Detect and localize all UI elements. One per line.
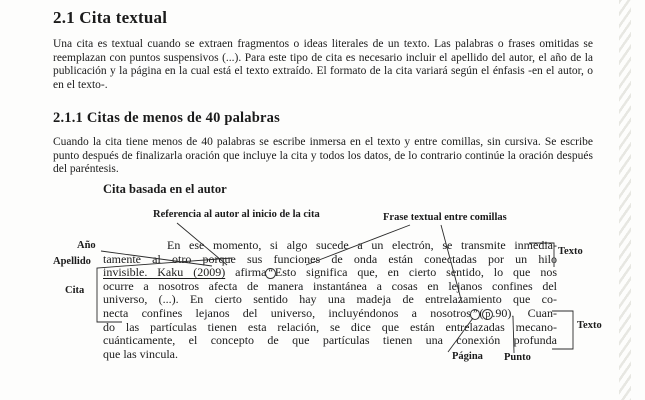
quote-line-7 — [103, 321, 557, 335]
label-frase-textual: Frase textual entre comillas — [383, 212, 507, 223]
label-texto-bottom: Texto — [577, 320, 602, 331]
quote-line-4 — [103, 280, 557, 294]
quote-text-segment: que las vincula. — [103, 346, 178, 361]
subsection-paragraph: Cuando la cita tiene menos de 40 palabras se escribe inmersa en el texto y entre comillas, sin cursiva. Se escribe punto después de finalizarla oración que incluye la cita y todos los datos, de lo contrario continúe la oración después del paréntesis. — [53, 136, 593, 176]
quote-text-segment: universo, (...). En cierto sentido hay una madeja de entrelazamiento que co- — [103, 292, 557, 307]
label-pagina: Página — [452, 351, 483, 362]
quote-block — [103, 239, 557, 361]
quote-line-9 — [103, 348, 557, 362]
quote-text-segment: En ese momento, si algo sucede a un electrón, se transmite inmedia- — [167, 238, 557, 252]
label-texto-top: Texto — [558, 246, 583, 257]
label-cita: Cita — [65, 285, 85, 296]
author-year-underline: invisible. Kaku (2009) — [103, 265, 226, 280]
quote-text-segment: ocurre a nosotros afecta de manera instantánea a cosas en lejanos confines del — [103, 278, 557, 293]
label-ano: Año — [77, 240, 96, 251]
scan-edge-texture — [619, 0, 631, 400]
quote-text-segment: cuánticamente, el concepto de que partículas tienen una conexión profunda — [103, 333, 557, 348]
subsection-heading: 2.1.1 Citas de menos de 40 palabras — [53, 110, 280, 126]
section-heading: 2.1 Cita textual — [53, 8, 168, 27]
label-referencia-autor: Referencia al autor al inicio de la cita — [153, 209, 320, 220]
quote-text-segment: .90). Cuan- — [492, 305, 557, 320]
circled-mark: “ — [265, 268, 275, 279]
circled-mark: ” — [470, 309, 480, 320]
quote-line-2 — [103, 253, 557, 267]
quote-text-segment: afirma — [225, 265, 267, 280]
label-apellido: Apellido — [53, 256, 91, 267]
quote-line-5 — [103, 293, 557, 307]
quote-text-segment: tamente al otro porque sus funciones de onda están conectadas por un hilo — [103, 251, 557, 266]
quote-line-3 — [103, 266, 557, 280]
quote-line-1 — [103, 239, 557, 253]
label-punto: Punto — [504, 352, 531, 363]
quote-text-segment: do las partículas tienen esta relación, se dice que están entrelazadas mecano- — [103, 319, 557, 334]
quote-text-segment: necta confines lejanos del universo, incluyéndonos a nosotros — [103, 305, 471, 320]
circled-mark: p — [482, 309, 493, 320]
quote-text-segment: ( — [479, 305, 484, 320]
quote-text-segment: Esto significa que, en cierto sentido, lo que nos — [274, 265, 557, 280]
quote-line-8 — [103, 334, 557, 348]
figure-title: Cita basada en el autor — [103, 182, 227, 196]
quote-line-6 — [103, 307, 557, 321]
section-paragraph: Una cita es textual cuando se extraen fragmentos o ideas literales de un texto. Las palabras o frases omitidas se reemplazan con puntos suspensivos (...). Para este tipo de cita es necesario incluir el apellido del autor, el año de la publicación y la página en la cual está el texto extraído. El formato de la cita variará según el énfasis -en el autor, o en el texto-. — [53, 38, 593, 91]
